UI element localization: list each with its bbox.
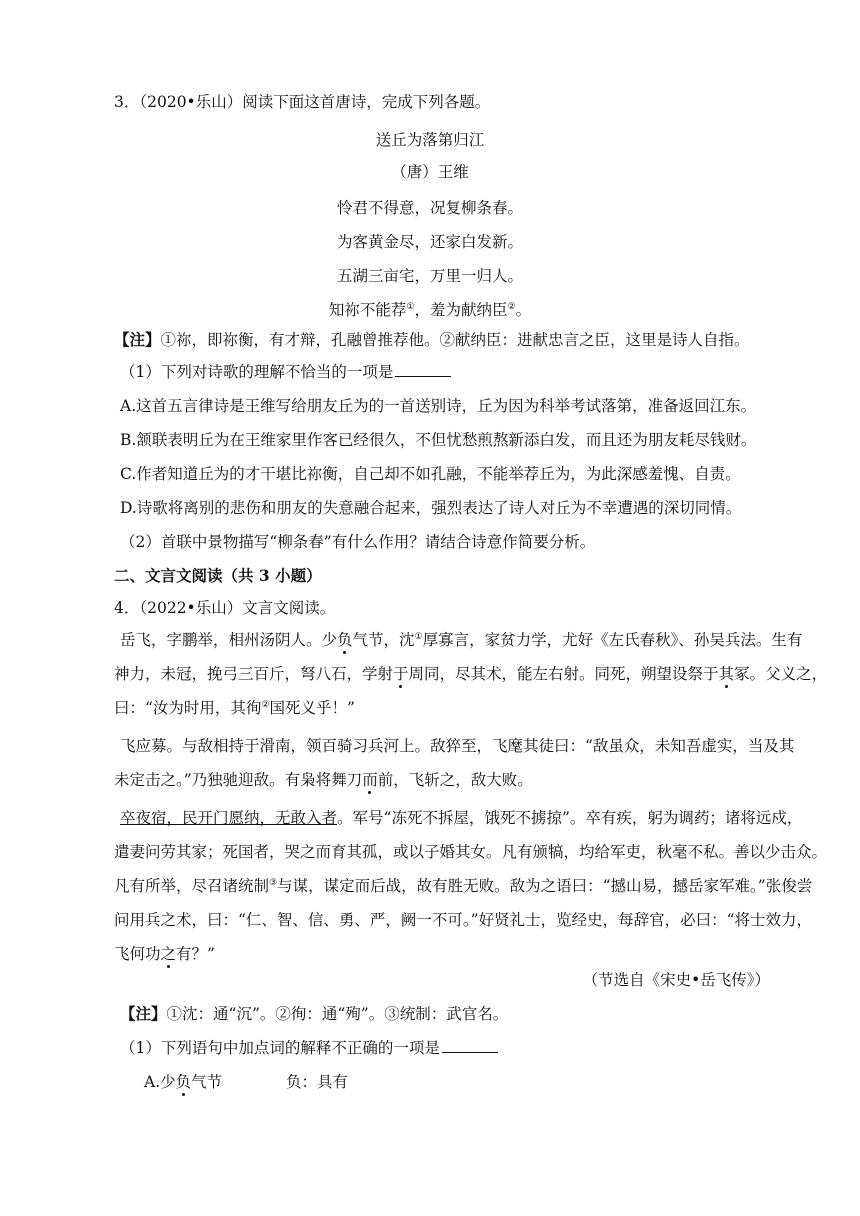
emphasis-dot-word: 而 [362, 771, 378, 789]
underlined-sentence: 卒夜宿，民开门愿纳，无敢入者 [120, 809, 338, 827]
passage-p3-line-1: 卒夜宿，民开门愿纳，无敢入者。军号“冻死不拆屋，饿死不掳掠”。卒有疾，躬为调药；诸将远戍， [120, 809, 803, 827]
passage-p1-line-1: 岳飞，字鹏举，相州汤阴人。少负气节，沈①厚寡言，家贫力学，尤好《左氏春秋》、孙吴兵法。生有 [120, 631, 803, 649]
emphasis-dot-word: 负 [337, 631, 353, 649]
emphasis-dot-word: 负 [175, 1073, 192, 1091]
q4-option-a-gloss: 负：具有 [286, 1073, 349, 1091]
poem-line-2: 为客黄金尽，还家白发新。 [336, 233, 523, 251]
q3-option-d: D.诗歌将离别的悲伤和朋友的失意融合起来，强烈表达了诗人对丘为不幸遭遇的深切同情。 [120, 499, 742, 517]
q3-option-a: A.这首五言律诗是王维写给朋友丘为的一首送别诗，丘为因为科举考试落第，准备返回江东。 [120, 397, 757, 415]
q3-sub2: （2）首联中景物描写“柳条春”有什么作用？请结合诗意作简要分析。 [120, 533, 596, 551]
passage-p2-line-2: 未定击之。”乃独驰迎敌。有枭将舞刀而前，飞斩之，敌大败。 [114, 771, 533, 789]
q3-note: 【注】①祢，即祢衡，有才辩，孔融曾推荐他。②献纳臣：进献忠言之臣，这里是诗人自指。 [114, 330, 750, 349]
poem-line-3: 五湖三亩宅，万里一归人。 [336, 267, 523, 285]
passage-p3-line-5: 飞何功之有？” [114, 945, 215, 963]
passage-p1-line-2: 神力，未冠，挽弓三百斤，弩八石，学射于周同，尽其术，能左右射。同死，朔望设祭于其冢。父义之， [114, 665, 828, 683]
q4-header: 4．（2022•乐山）文言文阅读。 [114, 599, 336, 617]
answer-blank[interactable] [442, 1038, 498, 1053]
poem-title: 送丘为落第归江 [375, 131, 485, 149]
poem-author: （唐）王维 [391, 163, 469, 181]
poem-line-1: 怜君不得意，况复柳条春。 [336, 199, 523, 217]
passage-p3-line-2: 遣妻问劳其家；死国者，哭之而育其孤，或以子婚其女。凡有颁犒，均给军吏，秋毫不私。善以少击众。 [114, 843, 828, 861]
emphasis-dot-word: 于 [393, 665, 409, 683]
emphasis-dot-word: 之 [160, 945, 177, 963]
q4-note: 【注】①沈：通“沉”。②徇：通“殉”。③统制：武官名。 [120, 1004, 509, 1023]
passage-p3-line-3: 凡有所举，尽召诸统制③与谋，谋定而后战，故有胜无败。敌为之语曰：“撼山易，撼岳家军难。”张俊尝 [114, 877, 813, 895]
q4-sub1: （1）下列语句中加点词的解释不正确的一项是 [120, 1038, 498, 1058]
answer-blank[interactable] [395, 362, 451, 377]
passage-source: （节选自《宋史•岳飞传》） [582, 971, 770, 989]
q3-sub1: （1）下列对诗歌的理解不恰当的一项是 [120, 362, 451, 382]
emphasis-dot-word: 其 [718, 665, 735, 683]
passage-p1-line-3: 曰：“汝为时用，其徇②国死义乎！” [114, 699, 355, 717]
poem-line-4: 知祢不能荐①，羞为献纳臣②。 [328, 301, 532, 319]
q3-option-b: B.颔联表明丘为在王维家里作客已经很久，不但忧愁煎熬新添白发，而且还为朋友耗尽钱财。 [120, 431, 757, 449]
q3-option-c: C.作者知道丘为的才干堪比祢衡，自己却不如孔融，不能举荐丘为，为此深感羞愧、自责。 [120, 465, 741, 483]
q4-option-a: A.少负气节 [144, 1073, 223, 1091]
q3-header: 3．（2020•乐山）阅读下面这首唐诗，完成下列各题。 [114, 93, 491, 111]
passage-p2-line-1: 飞应募。与敌相持于滑南，领百骑习兵河上。敌猝至，飞麾其徒曰：“敌虽众，未知吾虚实，当及其 [120, 737, 795, 755]
passage-p3-line-4: 问用兵之术，曰：“仁、智、信、勇、严，阙一不可。”好贤礼士，览经史，每辞官，必曰：“将士效力， [114, 911, 813, 929]
section-heading: 二、文言文阅读（共 3 小题） [114, 566, 322, 585]
